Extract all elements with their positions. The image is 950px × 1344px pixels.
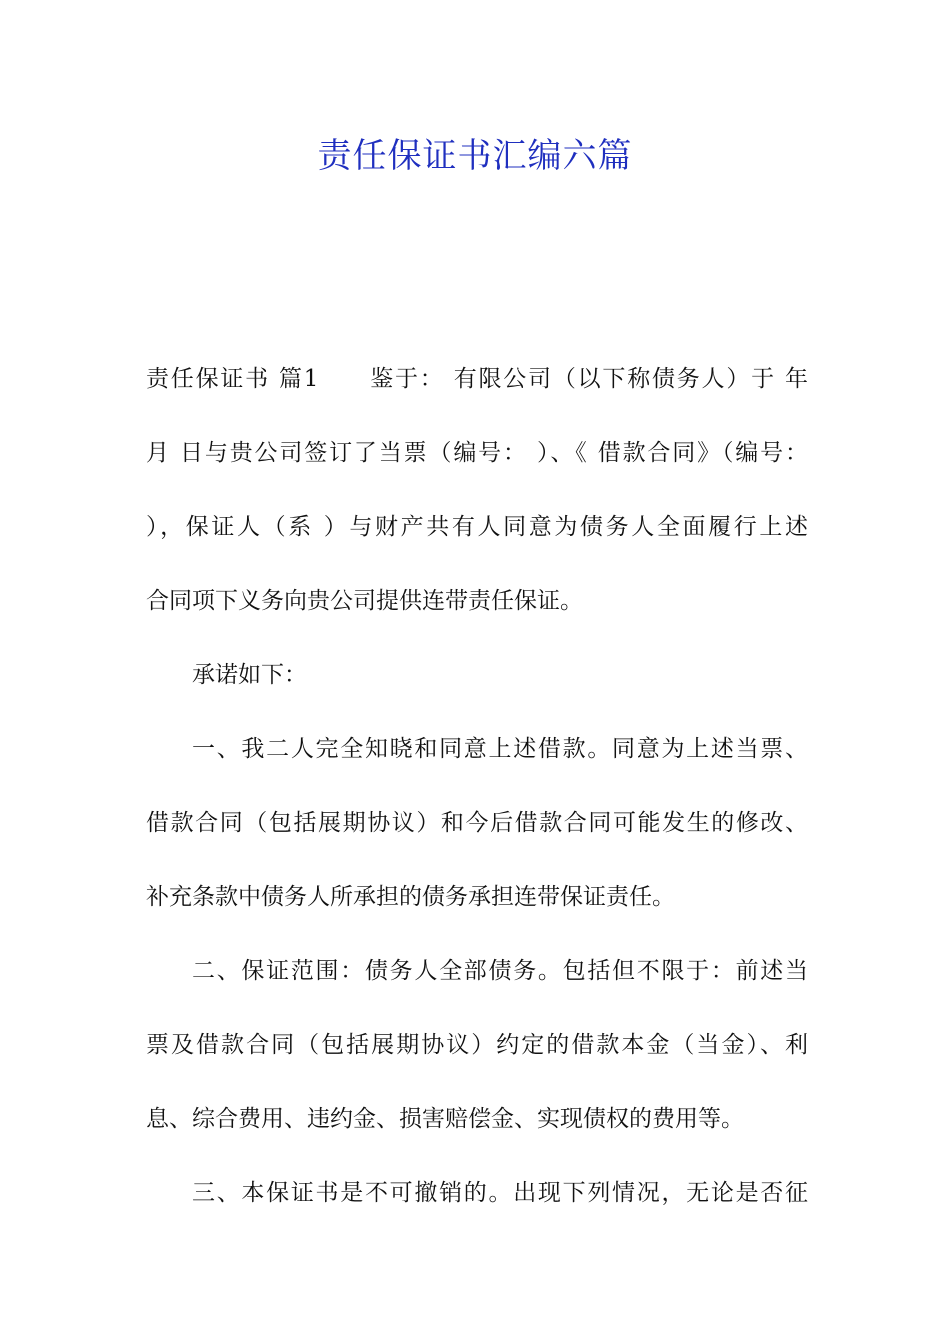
document-title: 责任保证书汇编六篇 bbox=[317, 136, 633, 176]
text-line: 三、本保证书是不可撤销的。出现下列情况，无论是否征 bbox=[192, 1180, 808, 1206]
text-line: 一、我二人完全知晓和同意上述借款。同意为上述当票、 bbox=[192, 736, 808, 762]
document-body bbox=[146, 342, 808, 1230]
text-segment: 鉴于： 有限公司（以下称债务人）于 年 bbox=[368, 366, 808, 392]
text-line: 息、综合费用、违约金、损害赔偿金、实现债权的费用等。 bbox=[146, 1106, 744, 1132]
text-line: ），保证人（系 ）与财产共有人同意为债务人全面履行上述 bbox=[146, 514, 808, 540]
text-line: 合同项下义务向贵公司提供连带责任保证。 bbox=[146, 588, 583, 614]
text-line bbox=[146, 342, 808, 416]
text-line: 借款合同（包括展期协议）和今后借款合同可能发生的修改、 bbox=[146, 810, 808, 836]
text-line: 承诺如下： bbox=[192, 662, 307, 688]
text-line: 月 日与贵公司签订了当票（编号： ）、《 借款合同》（编号： bbox=[146, 440, 808, 466]
text-line: 二、保证范围：债务人全部债务。包括但不限于：前述当 bbox=[192, 958, 808, 984]
text-line: 票及借款合同（包括展期协议）约定的借款本金（当金）、利 bbox=[146, 1032, 808, 1058]
text-line: 补充条款中债务人所承担的债务承担连带保证责任。 bbox=[146, 884, 675, 910]
section-heading: 责任保证书 篇1 bbox=[146, 366, 319, 392]
